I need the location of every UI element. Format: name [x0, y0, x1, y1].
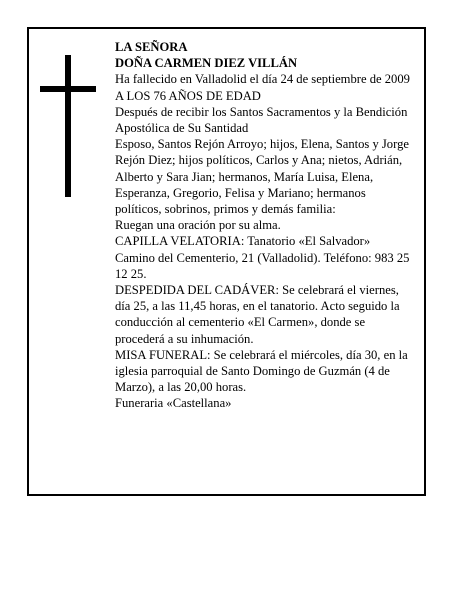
- age-statement: A LOS 76 AÑOS DE EDAD: [115, 88, 261, 103]
- cross-horizontal-bar: [40, 86, 96, 92]
- sacraments-statement: Después de recibir los Santos Sacramentos y la Bendición Apostólica de Su Santidad: [115, 104, 408, 136]
- obituary-text: [115, 39, 413, 412]
- chapel-info: CAPILLA VELATORIA: Tanatorio «El Salvador» Camino del Cementerio, 21 (Valladolid). Teléfono: 983 25 12 25.: [115, 234, 410, 281]
- cross-vertical-bar: [65, 55, 71, 197]
- deceased-name: DOÑA CARMEN DIEZ VILLÁN: [115, 56, 298, 71]
- latin-cross-icon: [40, 55, 96, 197]
- family-list: Esposo, Santos Rejón Arroyo; hijos, Elena, Santos y Jorge Rejón Diez; hijos políticos, Carlos y Ana; nietos, Adrián, Alberto y Sara Jian; hermanos, María Luisa, Elena, Esperanza, Gregorio, Felisa y Mariano; hermanos políticos, sobrinos, primos y demás familia:: [115, 137, 409, 217]
- prayer-request: Ruegan una oración por su alma.: [115, 218, 281, 233]
- mass-info: MISA FUNERAL: Se celebrará el miércoles, día 30, en la iglesia parroquial de Santo Domingo de Guzmán (4 de Marzo), a las 20,00 horas.: [115, 347, 408, 395]
- farewell-info: DESPEDIDA DEL CADÁVER: Se celebrará el viernes, día 25, a las 11,45 horas, en el tanatorio. Acto seguido la conducción al cementerio «El Carmen», donde se procederá a su inhumación.: [115, 283, 400, 346]
- death-statement: Ha fallecido en Valladolid el día 24 de septiembre de 2009: [115, 72, 410, 87]
- obituary-title: LA SEÑORA: [115, 40, 188, 54]
- funeral-home: Funeraria «Castellana»: [115, 396, 232, 411]
